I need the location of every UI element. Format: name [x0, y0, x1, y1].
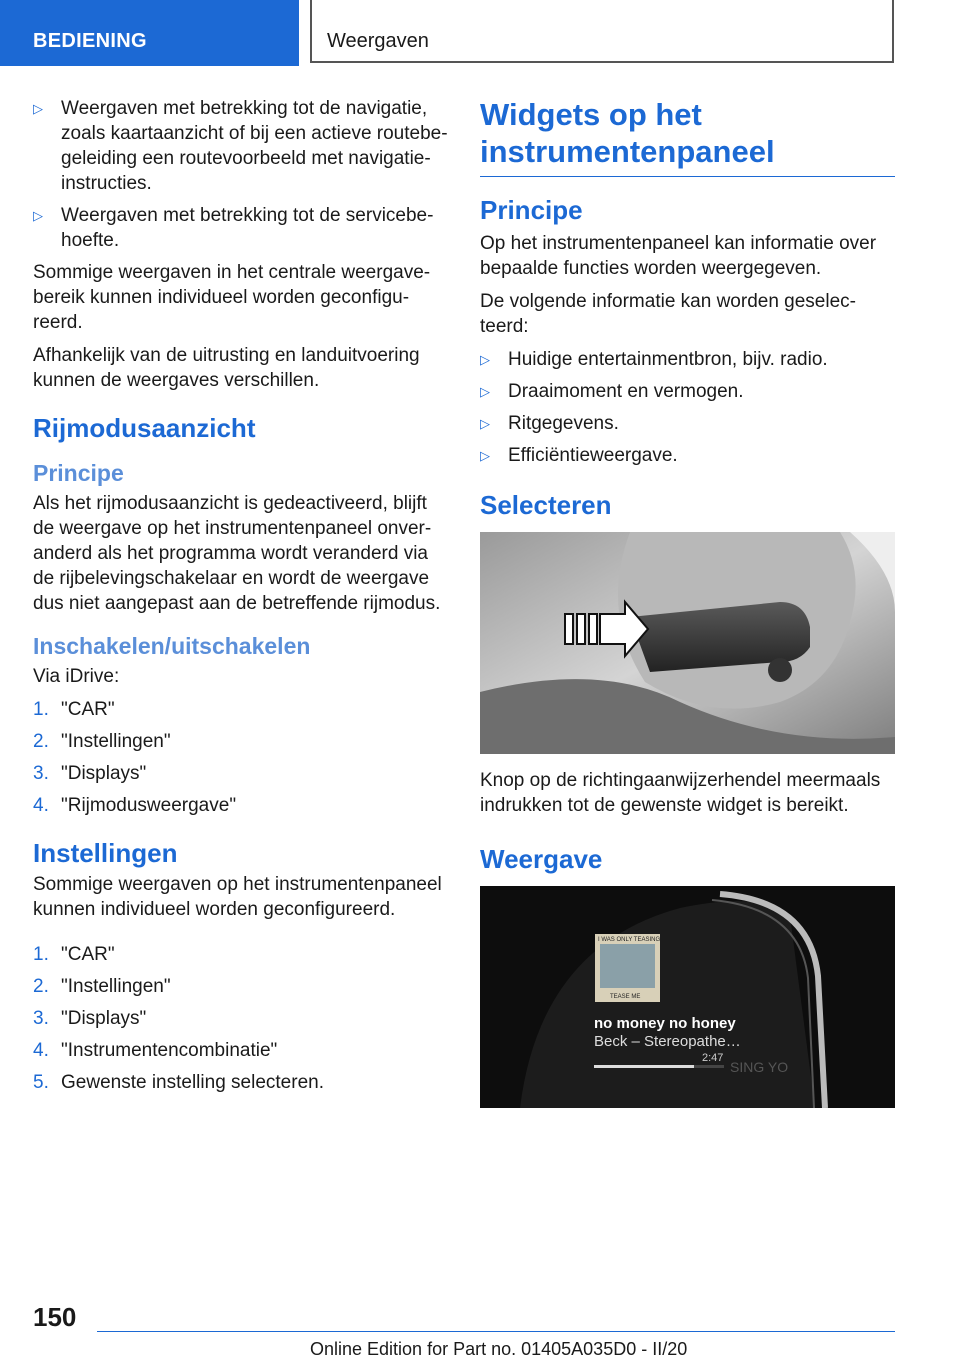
heading-inschakelen: Inschakelen/uitschakelen	[33, 633, 311, 659]
paragraph: Knop op de richtingaanwijzerhendel meermaals indrukken tot de gewenste widget is bereikt.	[480, 770, 881, 816]
album-top-text: I WAS ONLY TEASING	[598, 937, 661, 943]
heading-widgets: Widgets op het instrumentenpaneel	[480, 97, 775, 169]
paragraph: Sommige weergaven in het centrale weergavebereik kunnen individueel worden geconfigureerd.	[33, 262, 431, 333]
heading-rijmodusaanzicht: Rijmodusaanzicht	[33, 413, 256, 443]
footer-rule	[97, 1331, 895, 1332]
heading-selecteren: Selecteren	[480, 490, 612, 520]
triangle-bullet-icon: ▷	[33, 208, 43, 223]
instrument-panel-widget-display	[480, 886, 895, 1108]
step-item: 2. "Instellingen"	[33, 976, 171, 997]
triangle-bullet-icon: ▷	[480, 448, 490, 463]
section-tab	[0, 0, 299, 66]
step-item: 3. "Displays"	[33, 1008, 147, 1029]
step-item: 5. Gewenste instelling selecteren.	[33, 1072, 324, 1093]
step-item: 1. "CAR"	[33, 944, 115, 965]
bullet-item: ▷ Weergaven met betrekking tot de servicebehoefte.	[33, 205, 434, 251]
album-bottom-text: TEASE ME	[610, 994, 641, 1000]
step-item: 3. "Displays"	[33, 763, 147, 784]
triangle-bullet-icon: ▷	[480, 352, 490, 367]
chapter-title: Weergaven	[327, 30, 429, 52]
heading-principe: Principe	[33, 460, 124, 486]
bullet-item: ▷ Efficiëntieweergave.	[480, 445, 678, 466]
song-artist: Beck – Stereopathe…	[594, 1033, 741, 1050]
left-column	[33, 96, 448, 1102]
bullet-item: ▷ Huidige entertainmentbron, bijv. radio.	[480, 349, 828, 370]
bullet-item: ▷ Ritgegevens.	[480, 413, 619, 434]
bullet-item: ▷ Draaimoment en vermogen.	[480, 381, 744, 402]
paragraph: De volgende informatie kan worden geselecteerd:	[480, 291, 856, 337]
triangle-bullet-icon: ▷	[33, 101, 43, 116]
section-label: BEDIENING	[33, 30, 147, 52]
paragraph: Afhankelijk van de uitrusting en landuitvoering kunnen de weergaves verschillen.	[33, 345, 420, 391]
triangle-bullet-icon: ▷	[480, 384, 490, 399]
footer-edition: Online Edition for Part no. 01405A035D0 - II/20	[310, 1339, 688, 1359]
chapter-header	[310, 0, 894, 63]
paragraph: Sommige weergaven op het instrumentenpaneel kunnen individueel worden geconfigureerd.	[33, 874, 442, 920]
heading-instellingen: Instellingen	[33, 838, 178, 868]
page-number: 150	[33, 1302, 77, 1332]
progress-bar-fill	[594, 1065, 694, 1068]
background-text: SING YO	[730, 1059, 789, 1075]
play-time: 2:47	[702, 1052, 724, 1064]
paragraph: Via iDrive:	[33, 666, 120, 687]
paragraph: Op het instrumentenpaneel kan informatie over bepaalde functies worden weergegeven.	[480, 233, 877, 279]
bullet-item: ▷ Weergaven met betrekking tot de navigatie, zoals kaartaanzicht of bij een actieve routebegeleiding een routevoorbeeld met navigatieinstructies.	[33, 98, 448, 194]
paragraph: Als het rijmodusaanzicht is gedeactiveerd, blijft de weergave op het instrumentenpaneel onveranderd als het programma wordt veranderd via de rijbelevingschakelaar en wordt de weergave dus niet aangepast aan de betreffende rijmodus.	[33, 493, 441, 614]
right-column	[480, 96, 895, 1122]
heading-rule	[480, 176, 895, 177]
step-item: 4. "Rijmodusweergave"	[33, 795, 237, 816]
step-item: 2. "Instellingen"	[33, 731, 171, 752]
triangle-bullet-icon: ▷	[480, 416, 490, 431]
turn-signal-lever-illustration	[480, 532, 895, 754]
step-item: 4. "Instrumentencombinatie"	[33, 1040, 278, 1061]
heading-principe-right: Principe	[480, 195, 583, 225]
song-title: no money no honey	[594, 1015, 736, 1032]
step-item: 1. "CAR"	[33, 699, 115, 720]
heading-weergave: Weergave	[480, 844, 603, 874]
